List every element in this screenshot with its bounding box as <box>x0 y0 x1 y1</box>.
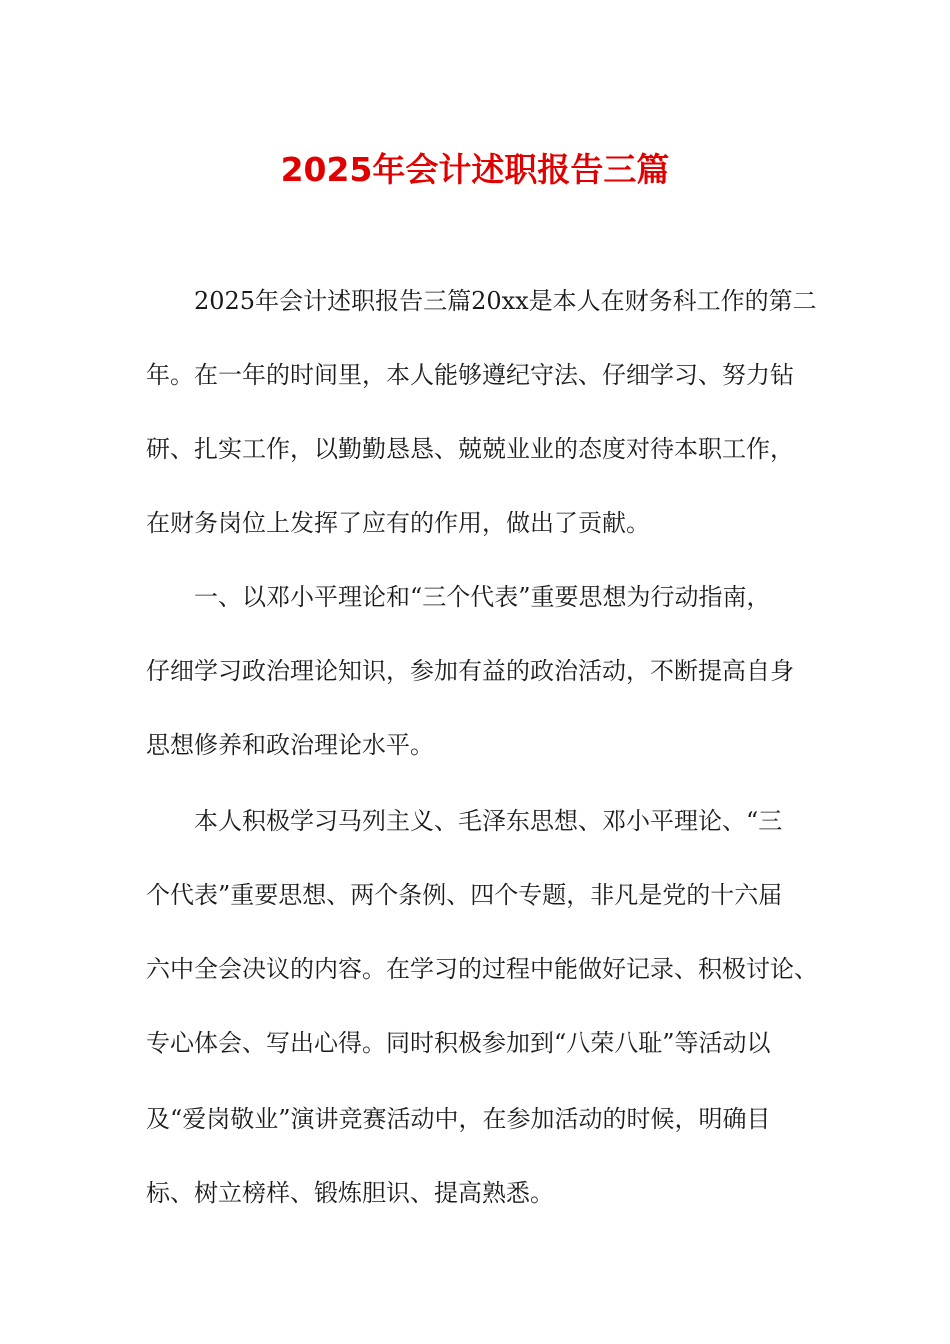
body-line: 本人积极学习马列主义、毛泽东思想、邓小平理论、“三 <box>146 807 783 835</box>
body-line: 年。在一年的时间里，本人能够遵纪守法、仔细学习、努力钻 <box>146 361 794 389</box>
body-line: 一、以邓小平理论和“三个代表”重要思想为行动指南， <box>146 583 771 611</box>
body-line: 思想修养和政治理论水平。 <box>146 731 434 759</box>
body-line: 标、树立榜样、锻炼胆识、提高熟悉。 <box>146 1179 554 1207</box>
body-line: 个代表”重要思想、两个条例、四个专题，非凡是党的十六届 <box>146 881 783 909</box>
body-line: 研、扎实工作，以勤勤恳恳、兢兢业业的态度对待本职工作， <box>146 435 794 463</box>
body-line: 仔细学习政治理论知识，参加有益的政治活动，不断提高自身 <box>146 657 794 685</box>
body-line: 在财务岗位上发挥了应有的作用，做出了贡献。 <box>146 509 650 537</box>
body-line: 及“爱岗敬业”演讲竞赛活动中，在参加活动的时候，明确目 <box>146 1105 771 1133</box>
body-line: 六中全会决议的内容。在学习的过程中能做好记录、积极讨论、 <box>146 955 818 983</box>
body-line: 专心体会、写出心得。同时积极参加到“八荣八耻”等活动以 <box>146 1029 771 1057</box>
document-title: 2025年会计述职报告三篇 <box>280 150 670 189</box>
body-line: 2025年会计述职报告三篇20xx是本人在财务科工作的第二 <box>146 287 817 315</box>
